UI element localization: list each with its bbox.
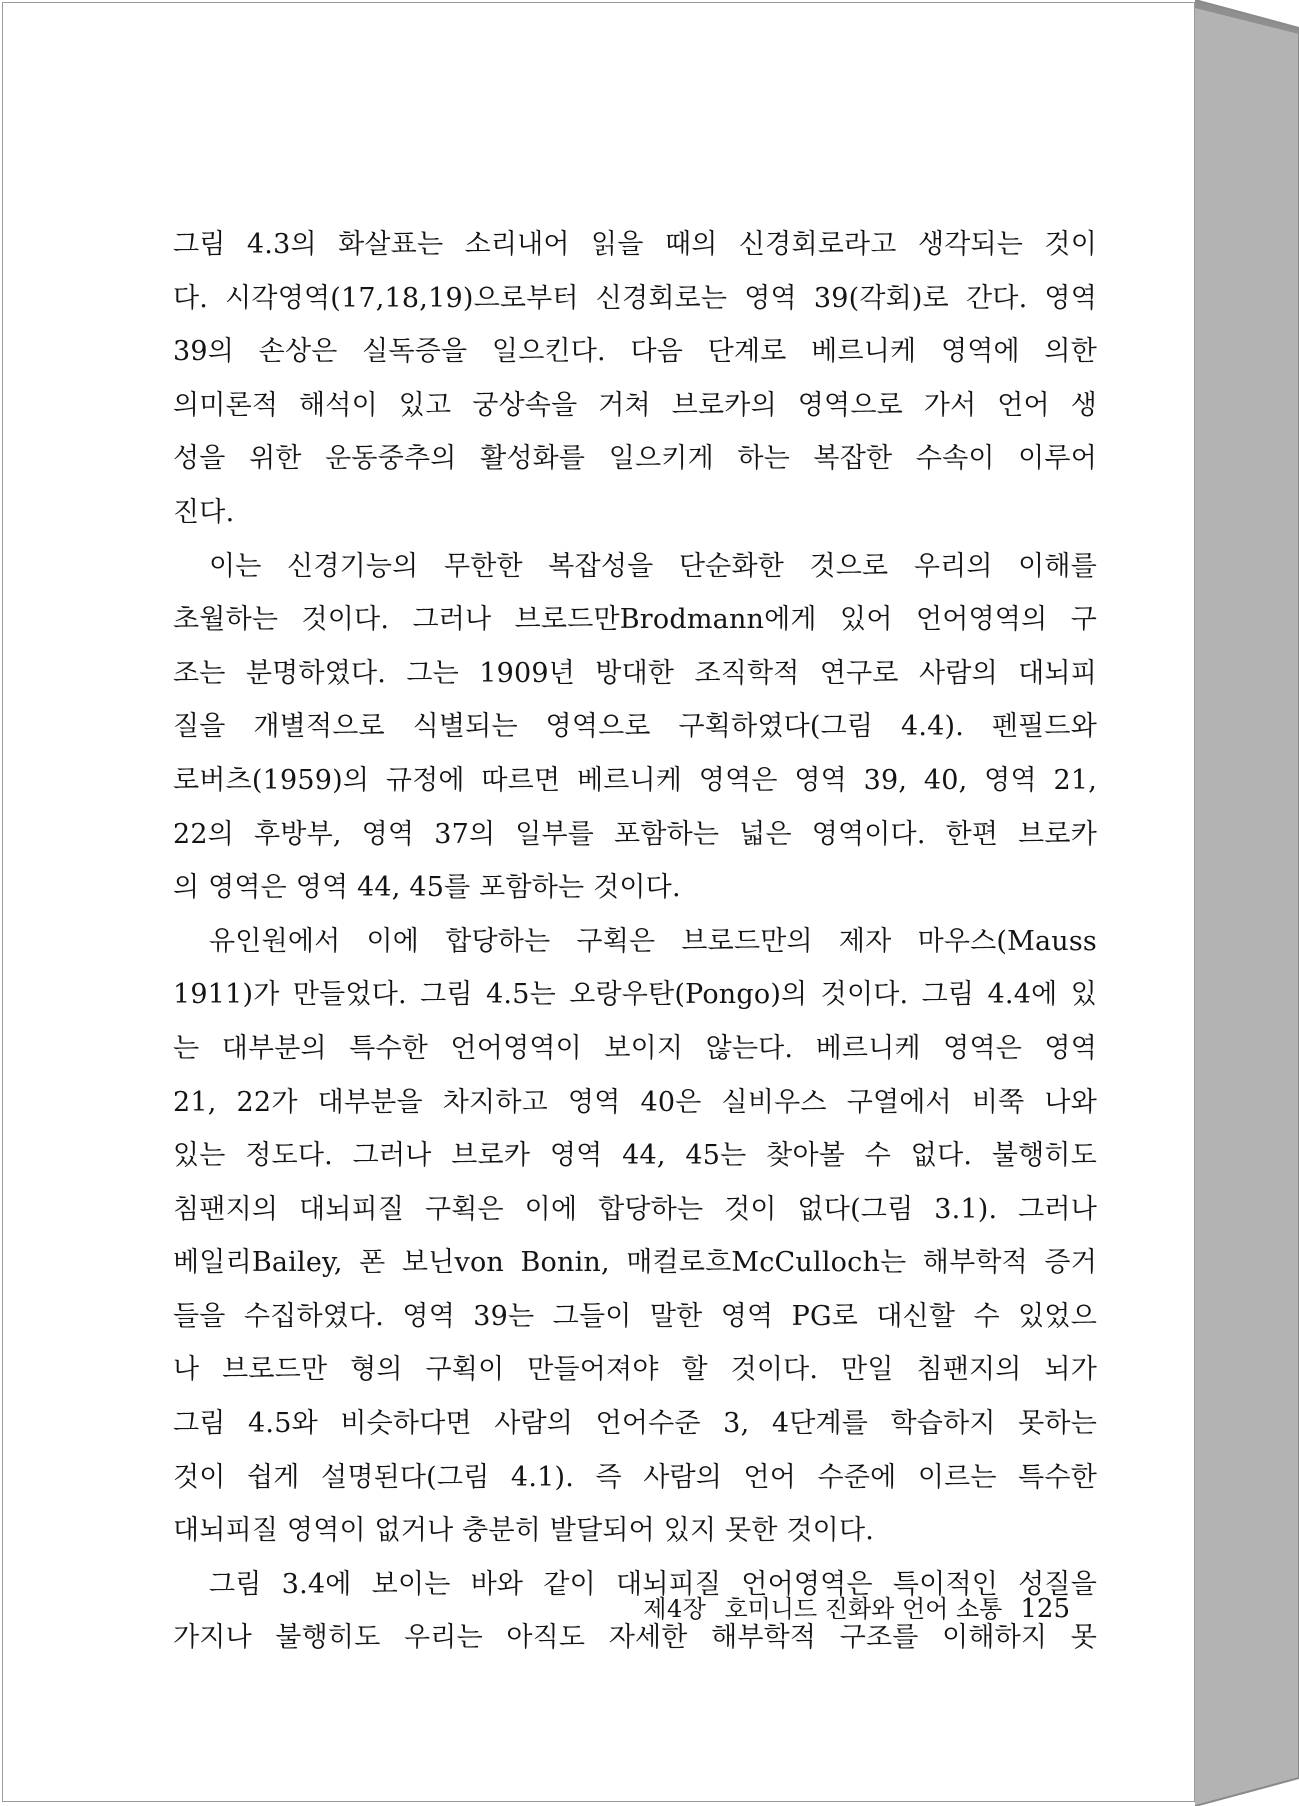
text-line: 대뇌피질 영역이 없거나 충분히 발달되어 있지 못한 것이다. [173, 1515, 875, 1547]
page-edge-stack [1195, 0, 1299, 1806]
running-footer [600, 1589, 1070, 1629]
text-line: 질을 개별적으로 식별되는 영역으로 구획하였다(그림 4.4). 펜필드와 [173, 711, 1097, 743]
text-line: 베일리Bailey, 폰 보닌von Bonin, 매컬로흐McCulloch는 해부학적 증거 [173, 1247, 1097, 1279]
paragraph [173, 915, 1097, 1558]
text-line: 성을 위한 운동중추의 활성화를 일으키게 하는 복잡한 수속이 이루어 [173, 443, 1097, 475]
text-line: 들을 수집하였다. 영역 39는 그들이 말한 영역 PG로 대신할 수 있었으 [173, 1300, 1097, 1332]
paragraph [173, 540, 1097, 915]
text-line: 있는 정도다. 그러나 브로카 영역 44, 45는 찾아볼 수 없다. 불행히도 [173, 1140, 1097, 1172]
text-line: 유인원에서 이에 합당하는 구획은 브로드만의 제자 마우스(Mauss [209, 925, 1097, 957]
text-line: 21, 22가 대부분을 차지하고 영역 40은 실비우스 구열에서 비쭉 나와 [173, 1086, 1097, 1118]
page-number: 125 [1020, 1594, 1070, 1624]
text-line: 39의 손상은 실독증을 일으킨다. 다음 단계로 베르니케 영역에 의한 [173, 336, 1097, 368]
text-line: 것이 쉽게 설명된다(그림 4.1). 즉 사람의 언어 수준에 이르는 특수한 [173, 1461, 1097, 1493]
text-line: 의미론적 해석이 있고 궁상속을 거쳐 브로카의 영역으로 가서 언어 생 [173, 389, 1097, 421]
text-line: 나 브로드만 형의 구획이 만들어져야 할 것이다. 만일 침팬지의 뇌가 [173, 1354, 1097, 1386]
text-line: 이는 신경기능의 무한한 복잡성을 단순화한 것으로 우리의 이해를 [209, 550, 1097, 582]
text-line: 의 영역은 영역 44, 45를 포함하는 것이다. [173, 872, 681, 904]
text-line: 22의 후방부, 영역 37의 일부를 포함하는 넓은 영역이다. 한편 브로카 [173, 818, 1097, 850]
text-line: 그림 4.5와 비슷하다면 사람의 언어수준 3, 4단계를 학습하지 못하는 [173, 1408, 1097, 1440]
body-text [173, 218, 1097, 1665]
text-line: 침팬지의 대뇌피질 구획은 이에 합당하는 것이 없다(그림 3.1). 그러나 [173, 1193, 1097, 1225]
text-line: 다. 시각영역(17,18,19)으로부터 신경회로는 영역 39(각회)로 간다. 영역 [173, 282, 1097, 314]
chapter-label: 제4장 [643, 1595, 707, 1623]
text-line: 가지나 불행히도 우리는 아직도 자세한 해부학적 구조를 이해하지 못 [173, 1622, 1097, 1654]
text-line: 로버츠(1959)의 규정에 따르면 베르니케 영역은 영역 39, 40, 영역 21, [173, 764, 1097, 796]
text-line: 그림 4.3의 화살표는 소리내어 읽을 때의 신경회로라고 생각되는 것이 [173, 229, 1097, 260]
text-line: 초월하는 것이다. 그러나 브로드만Brodmann에게 있어 언어영역의 구 [173, 604, 1097, 636]
paragraph [173, 218, 1097, 540]
text-line: 조는 분명하였다. 그는 1909년 방대한 조직학적 연구로 사람의 대뇌피 [173, 657, 1097, 689]
text-line: 1911)가 만들었다. 그림 4.5는 오랑우탄(Pongo)의 것이다. 그림 4.4에 있 [173, 979, 1097, 1011]
text-line: 그림 3.4에 보이는 바와 같이 대뇌피질 언어영역은 특이적인 성질을 [209, 1568, 1097, 1600]
chapter-title: 호미니드 진화와 언어 소통 [724, 1595, 1003, 1623]
text-line: 는 대부분의 특수한 언어영역이 보이지 않는다. 베르니케 영역은 영역 [173, 1032, 1097, 1064]
text-line: 진다. [173, 496, 235, 528]
